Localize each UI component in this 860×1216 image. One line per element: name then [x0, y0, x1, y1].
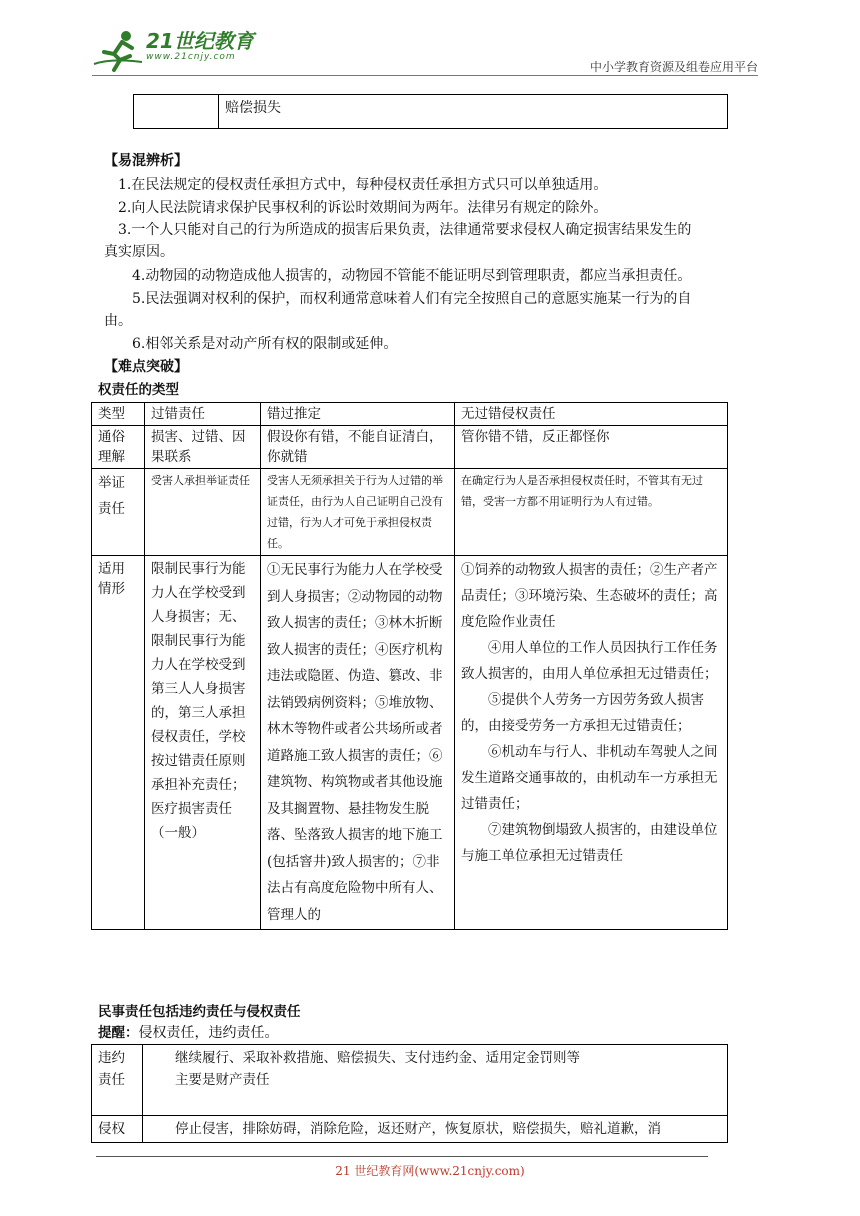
row-label: 举证责任 — [92, 469, 145, 556]
table-cell: 损害、过错、因果联系 — [145, 426, 261, 469]
difficulty-subtitle: 权责任的类型 — [98, 382, 179, 398]
table-row — [92, 469, 728, 556]
table-cell — [143, 1045, 728, 1116]
header-fault: 过错责任 — [145, 403, 261, 426]
no-fault-item: ⑥机动车与行人、非机动车驾驶人之间发生道路交通事故的，由机动车一方承担无过错责任； — [461, 744, 718, 812]
table-cell: 停止侵害，排除妨碍，消除危险，返还财产，恢复原状，赔偿损失，赔礼道歉，消 — [143, 1116, 728, 1143]
logo-title: 21世纪教育 — [146, 29, 254, 53]
row-label: 违约责任 — [92, 1045, 143, 1116]
difficulty-title: 【难点突破】 — [104, 359, 188, 375]
table-header-row — [92, 403, 728, 426]
no-fault-item: ①饲养的动物致人损害的责任；②生产者产品责任；③环境污染、生态破坏的责任；高度危险作业责任 — [461, 562, 718, 630]
contract-line: 继续履行、采取补救措施、赔偿损失、支付违约金、适用定金罚则等 — [175, 1050, 580, 1066]
liability-table — [91, 402, 728, 930]
top-table-cell: 赔偿损失 — [219, 95, 728, 129]
header-divider — [92, 75, 758, 76]
civil-table — [91, 1044, 728, 1143]
reminder-label: 提醒： — [98, 1025, 139, 1041]
table-cell: 假设你有错，不能自证清白，你就错 — [261, 426, 455, 469]
confusion-item-1: 1.在民法规定的侵权责任承担方式中，每种侵权责任承担方式只可以单独适用。 — [118, 177, 608, 193]
top-table — [133, 94, 728, 129]
table-cell: ①无民事行为能力人在学校受到人身损害；②动物园的动物致人损害的责任；③林木折断致人损害的责任；④医疗机构违法或隐匿、伪造、篡改、非法销毁病例资料；⑤堆放物、林木等物件或者公共场所或者道路施工致人损害的责任；⑥建筑物、构筑物或者其他设施及其搁置物、悬挂物发生脱落、坠落致人损害的地下施工(包括窨井)致人损害的；⑦非法占有高度危险物中所有人、管理人的 — [261, 556, 455, 930]
footer-text: 21 世纪教育网(www.21cnjy.com) — [335, 1164, 525, 1178]
table-cell — [455, 556, 728, 930]
table-row — [92, 426, 728, 469]
no-fault-item: ⑤提供个人劳务一方因劳务致人损害的，由接受劳务一方承担无过错责任； — [461, 692, 704, 734]
table-cell: 受害人无须承担关于行为人过错的举证责任，由行为人自己证明自己没有过错，行为人才可免于承担侵权责任。 — [261, 469, 455, 556]
confusion-item-5: 5.民法强调对权利的保护，而权利通常意味着人们有完全按照自己的意愿实施某一行为的自 — [132, 291, 692, 307]
row-label: 适用情形 — [92, 556, 145, 930]
table-row — [92, 556, 728, 930]
reminder-text: 侵权责任，违约责任。 — [138, 1025, 279, 1041]
top-table-empty-cell — [134, 95, 219, 129]
header-presumed: 错过推定 — [261, 403, 455, 426]
confusion-item-2: 2.向人民法院请求保护民事权利的诉讼时效期间为两年。法律另有规定的除外。 — [118, 200, 608, 216]
confusion-item-4: 4.动物园的动物造成他人损害的，动物园不管能不能证明尽到管理职责，都应当承担责任。 — [132, 268, 692, 284]
reminder — [98, 1022, 279, 1044]
row-label: 通俗理解 — [92, 426, 145, 469]
confusion-item-5-cont: 由。 — [104, 313, 132, 329]
no-fault-item: ⑦建筑物倒塌致人损害的，由建设单位与施工单位承担无过错责任 — [461, 822, 718, 864]
runner-logo-icon — [92, 30, 144, 74]
footer-divider — [96, 1156, 708, 1157]
table-cell: 管你错不错，反正都怪你 — [455, 426, 728, 469]
table-row — [92, 1045, 728, 1116]
platform-label: 中小学教育资源及组卷应用平台 — [589, 60, 758, 74]
confusion-item-3-cont: 真实原因。 — [104, 244, 174, 260]
confusion-item-3: 3.一个人只能对自己的行为所造成的损害后果负责，法律通常要求侵权人确定损害结果发生的 — [118, 222, 692, 238]
logo — [92, 30, 254, 74]
confusion-item-6: 6.相邻关系是对动产所有权的限制或延伸。 — [132, 336, 398, 352]
table-cell: 受害人承担举证责任 — [145, 469, 261, 556]
civil-title: 民事责任包括违约责任与侵权责任 — [98, 1004, 301, 1020]
table-row — [92, 1116, 728, 1143]
logo-url: www.21cnjy.com — [146, 52, 236, 62]
table-cell: 在确定行为人是否承担侵权责任时，不管其有无过错，受害一方都不用证明行为人有过错。 — [455, 469, 728, 556]
confusion-title: 【易混辨析】 — [104, 153, 188, 169]
no-fault-item: ④用人单位的工作人员因执行工作任务致人损害的，由用人单位承担无过错责任； — [461, 640, 718, 682]
header-no-fault: 无过错侵权责任 — [455, 403, 728, 426]
header-type: 类型 — [92, 403, 145, 426]
row-label: 侵权 — [92, 1116, 143, 1143]
contract-line: 主要是财产责任 — [175, 1072, 270, 1088]
table-cell: 限制民事行为能力人在学校受到人身损害；无、限制民事行为能力人在学校受到第三人人身损害的，第三人承担侵权责任，学校按过错责任原则承担补充责任；医疗损害责任（一般） — [145, 556, 261, 930]
page-header — [92, 28, 758, 76]
